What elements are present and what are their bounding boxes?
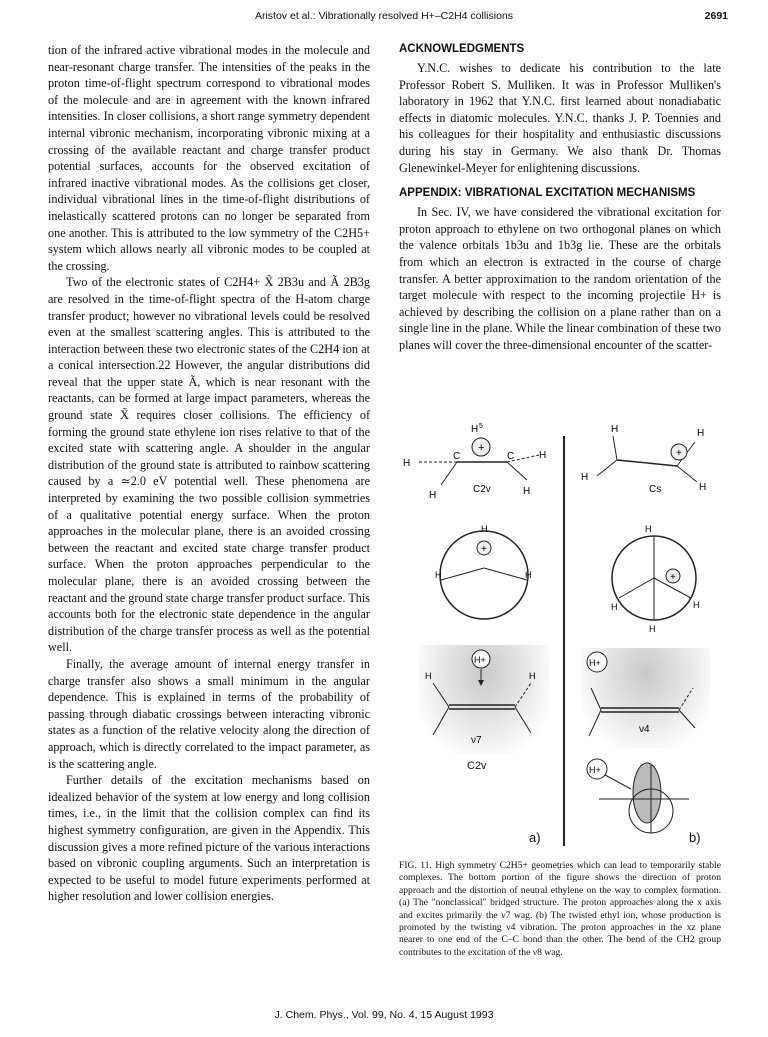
symmetry-label-b: Cs xyxy=(649,484,662,495)
acknowledgments-heading: ACKNOWLEDGMENTS xyxy=(399,43,525,55)
svg-text:H: H xyxy=(523,486,531,497)
figure-caption: FIG. 11. High symmetry C2H5+ geometries which can lead to temporarily stable complexes. The bottom portion of the figure shows the direction of proton approach and the distortion of neutral ethylene on the way to complex formation. (a) The "nonclassical" bridged structure. The proton approaches along the x axis and excites primarily the ν7 wag. (b) The twisted ethyl ion, whose production is promoted by the twisting ν4 vibration. The proton approaches in the xz plane nearer to one end of the C–C bond than the other. The bend of the CH2 group contributes to the excitation of the ν8 wag. xyxy=(399,860,721,958)
svg-text:+: + xyxy=(670,572,676,583)
newman-a xyxy=(429,520,539,630)
svg-text:H: H xyxy=(697,428,705,439)
svg-text:+: + xyxy=(478,442,485,454)
acknowledgments-text: Y.N.C. wishes to dedicate his contribution to the late Professor Robert S. Mulliken. It was in Professor Mulliken's laboratory in 1962 that Y.N.C. first learned about nonadiabatic effects in diatomic molecules. Y.N.C. thanks J. P. Toennies and his colleagues for their hospitality and enthusiastic discussions during his stay in Germany. We also thank Dr. Thomas Glenewinkel-Meyer for enlightening discussions. xyxy=(399,61,721,175)
svg-text:H: H xyxy=(529,671,536,681)
svg-text:H: H xyxy=(403,458,411,469)
orbital-b xyxy=(581,755,711,835)
svg-text:5: 5 xyxy=(479,423,483,430)
svg-text:H: H xyxy=(699,482,707,493)
svg-text:+: + xyxy=(676,448,682,459)
svg-text:H: H xyxy=(429,490,437,501)
right-column xyxy=(399,42,721,354)
svg-text:H: H xyxy=(693,600,700,610)
svg-text:C: C xyxy=(507,451,515,462)
svg-text:H: H xyxy=(581,472,589,483)
panel-divider xyxy=(563,436,565,846)
molecule-a-top xyxy=(399,420,559,515)
newman-b xyxy=(599,520,714,635)
sym-a-bottom: C2v xyxy=(467,760,487,772)
molecule-b-top xyxy=(577,420,717,515)
panel-a-label: a) xyxy=(529,830,541,845)
svg-text:H: H xyxy=(481,524,488,534)
svg-text:H: H xyxy=(611,602,618,612)
svg-text:C: C xyxy=(453,451,461,462)
figure-11 xyxy=(399,420,721,850)
svg-text:H+: H+ xyxy=(589,765,601,775)
symmetry-label-a: C2v xyxy=(473,484,491,495)
running-header xyxy=(0,10,768,26)
svg-text:H: H xyxy=(645,524,652,534)
svg-text:H: H xyxy=(525,570,532,580)
svg-text:H: H xyxy=(471,424,479,435)
svg-text:H: H xyxy=(649,624,656,634)
svg-text:+: + xyxy=(481,544,487,555)
svg-text:H: H xyxy=(435,570,442,580)
paragraph: tion of the infrared active vibrational modes in the molecule and near-resonant charge transfer. The intensities of the peaks in the proton time-of-flight spectrum correspond to vibrational modes of the molecule and are in agreement with the known infrared intensities. In closer collisions, a short range symmetry dependent internal vibronic mechanism, incorporating vibronic mixing at a crossing of the available reactant and charge transfer product potential surfaces, accounts for the observed excitation of infrared inactive vibrational modes. As the collisions get closer, individual vibrational lines in the time-of-flight distributions of inelastically scattered protons can no longer be separated from one another. This is attributed to the low symmetry of the C2H5+ system which allows nearly all vibronic modes to be coupled at the crossing. xyxy=(48,43,370,273)
appendix-text: In Sec. IV, we have considered the vibrational excitation for proton approach to ethylene on two orthogonal planes on which the valence orbitals 1b3u and 1b3g lie. These are the orbitals from which an electron is extracted in the course of charge transfer. A better approximation to the random orientation of the target molecule with respect to the incoming projectile H+ is achieved by describing the collision on a plane rather than on a single line in the plane. While the linear combination of these two planes will cover the three-dimensional encounter of the scatter- xyxy=(399,205,721,352)
svg-text:H: H xyxy=(611,424,619,435)
svg-text:H+: H+ xyxy=(474,655,486,665)
svg-text:H: H xyxy=(425,671,432,681)
paragraph: Further details of the excitation mechanisms based on idealized behavior of the system at low energy and long collision times, i.e., in the limit that the collision complex can find its highest symmetry configuration, are given in the Appendix. This discussion gives a more refined picture of the various interactions based on vibronic coupling arguments. Such an interpretation is expected to be useful to model future experiments performed at higher resolution and lower collision energies. xyxy=(48,773,370,904)
journal-footer: J. Chem. Phys., Vol. 99, No. 4, 15 August 1993 xyxy=(274,1009,494,1021)
running-title: Aristov et al.: Vibrationally resolved H+–C2H4 collisions xyxy=(254,10,514,22)
paragraph: Two of the electronic states of C2H4+ X̃ 2B3u and Ã 2B3g are resolved in the time-of-flight spectra of the H-atom charge transfer product; however no vibrational levels could be resolved even at the smallest scattering angles. This is attributed to the interaction between these two electronic states of the C2H4 ion at a conical intersection.22 However, the angular distributions did reveal that the upper state Ã, which is near resonant with the reactants, can be formed at large impact parameters, whereas the ground state X̃ requires closer collisions. The efficiency of forming the ground state ethylene ion rises relative to that of the excited state with scattering angle. A shoulder in the angular distribution of the ground state is attributed to rainbow scattering caused by a ≃2.0 eV potential well. These phenomena are interpreted by examining the two possible collision symmetries of a qualitative potential energy surface. When the proton approaches in the molecular plane, there is an avoided crossing between the reactant and excited state charge transfer product surface. When the proton approaches perpendicular to the molecular plane, there is an avoided crossing between the reactant and the ground state charge transfer product surface. This accounts both for the electronic state dependence in the angular distribution of the charge transfer process as well as the potential well. xyxy=(48,275,370,655)
panel-b-label: b) xyxy=(689,830,701,845)
left-column xyxy=(48,42,370,905)
svg-text:H+: H+ xyxy=(589,658,601,668)
svg-text:H: H xyxy=(539,450,547,461)
page-number: 2691 xyxy=(704,10,728,22)
approach-b xyxy=(581,648,711,748)
appendix-heading: APPENDIX: VIBRATIONAL EXCITATION MECHANISMS xyxy=(399,187,696,200)
paragraph: Finally, the average amount of internal energy transfer in charge transfer also shows a small minimum in the angular dependence. This is explained in terms of the probability of passing through diabatic crossings between interacting vibronic states as a function of the relative velocity along the direction of approach, which is directly correlated to the impact parameter, as is the scattering angle. xyxy=(48,656,370,771)
nu4-label: ν4 xyxy=(639,724,650,735)
approach-a xyxy=(419,645,549,755)
nu7-label: ν7 xyxy=(471,735,482,746)
